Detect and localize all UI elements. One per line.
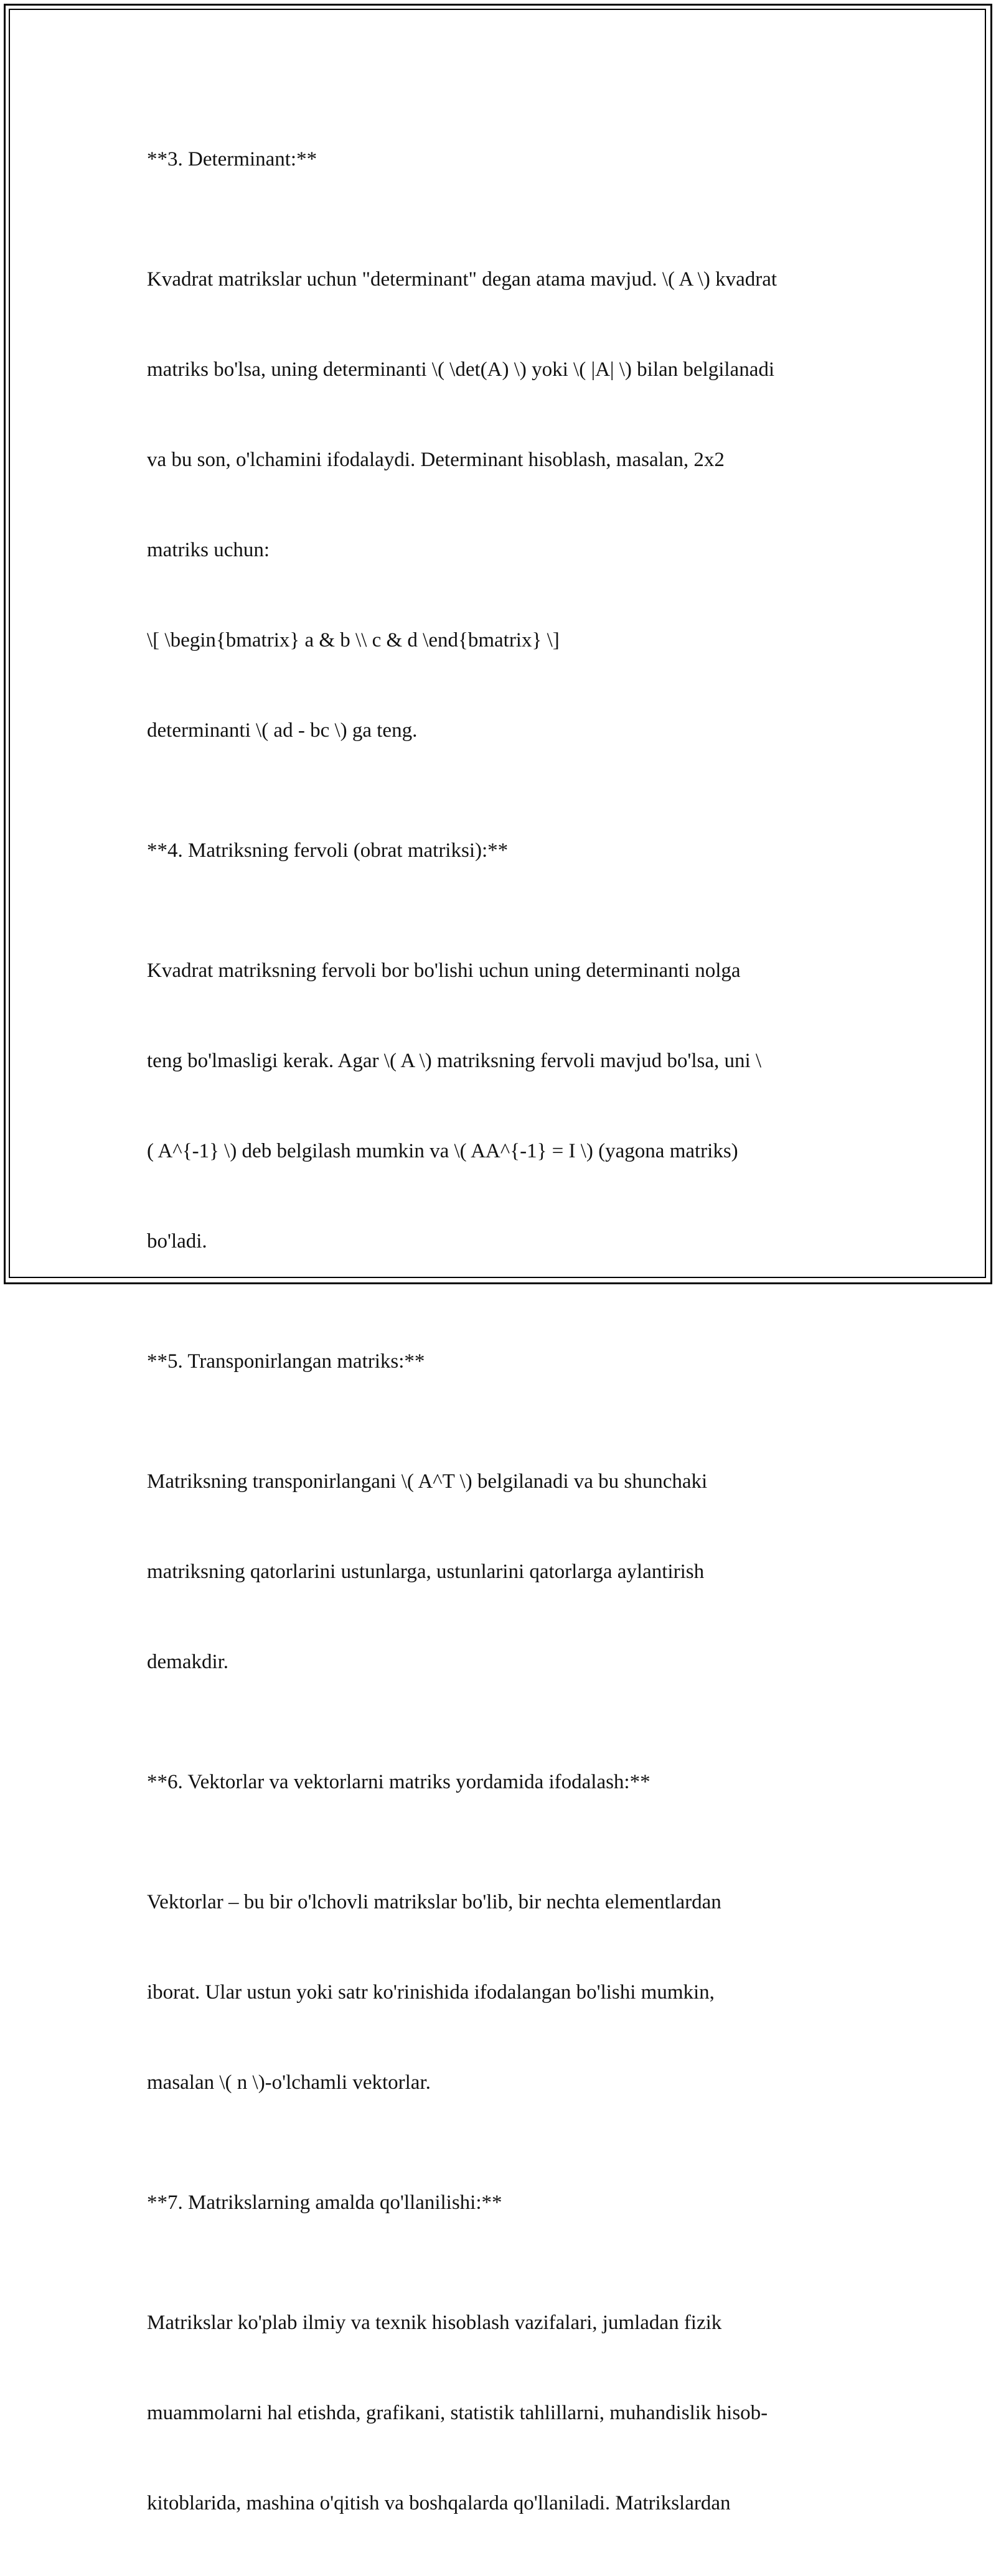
document-body	[147, 144, 863, 2576]
section-paragraph	[147, 1827, 863, 2158]
paragraph-line: Kvadrat matriksning fervoli bor bo'lishi uchun uning determinanti nolga	[147, 959, 741, 982]
paragraph-line: va bu son, o'lchamini ifodalaydi. Determinant hisoblash, masalan, 2x2	[147, 448, 725, 471]
section-applications	[147, 2188, 863, 2576]
section-paragraph	[147, 895, 863, 1316]
section-inverse-matrix	[147, 836, 863, 1317]
paragraph-line: teng bo'lmasligi kerak. Agar \( A \) matriksning fervoli mavjud bo'lsa, uni \	[147, 1049, 762, 1072]
section-heading: **7. Matrikslarning amalda qo'llanilishi:**	[147, 2191, 502, 2214]
section-heading: **4. Matriksning fervoli (obrat matriksi):**	[147, 839, 509, 862]
paragraph-line: matriks bo'lsa, uning determinanti \( \det(A) \) yoki \( |A| \) bilan belgilanadi	[147, 358, 775, 381]
paragraph-line: determinanti \( ad - bc \) ga teng.	[147, 719, 418, 742]
section-paragraph	[147, 2248, 863, 2576]
paragraph-line: \[ \begin{bmatrix} a & b \\ c & d \end{bmatrix} \]	[147, 628, 560, 651]
section-heading: **3. Determinant:**	[147, 148, 317, 170]
paragraph-line: masalan \( n \)-o'lchamli vektorlar.	[147, 2071, 431, 2094]
section-determinant	[147, 144, 863, 806]
paragraph-line: Matrikslar ko'plab ilmiy va texnik hisoblash vazifalari, jumladan fizik	[147, 2312, 722, 2335]
section-paragraph	[147, 205, 863, 806]
paragraph-line: demakdir.	[147, 1650, 229, 1673]
paragraph-line: kitoblarida, mashina o'qitish va boshqalarda qo'llaniladi. Matrikslardan	[147, 2492, 731, 2515]
section-vectors	[147, 1767, 863, 2158]
paragraph-line: matriksning qatorlarini ustunlarga, ustunlarini qatorlarga aylantirish	[147, 1560, 705, 1583]
paragraph-line: muammolarni hal etishda, grafikani, statistik tahlillarni, muhandislik hisob-	[147, 2402, 768, 2425]
section-transpose	[147, 1346, 863, 1737]
paragraph-line: bo'ladi.	[147, 1230, 207, 1253]
section-heading: **5. Transponirlangan matriks:**	[147, 1350, 425, 1373]
paragraph-line: Vektorlar – bu bir o'lchovli matrikslar bo'lib, bir nechta elementlardan	[147, 1891, 721, 1914]
paragraph-line: matriks uchun:	[147, 538, 270, 561]
paragraph-line: Kvadrat matrikslar uchun "determinant" degan atama mavjud. \( A \) kvadrat	[147, 268, 778, 291]
paragraph-line: ( A^{-1} \) deb belgilash mumkin va \( AA^{-1} = I \) (yagona matriks)	[147, 1139, 738, 1162]
section-heading: **6. Vektorlar va vektorlarni matriks yordamida ifodalash:**	[147, 1771, 651, 1794]
paragraph-line: Matriksning transponirlangani \( A^T \) belgilanadi va bu shunchaki	[147, 1470, 708, 1493]
paragraph-line: iborat. Ular ustun yoki satr ko'rinishida ifodalangan bo'lishi mumkin,	[147, 1981, 715, 2004]
section-paragraph	[147, 1406, 863, 1737]
